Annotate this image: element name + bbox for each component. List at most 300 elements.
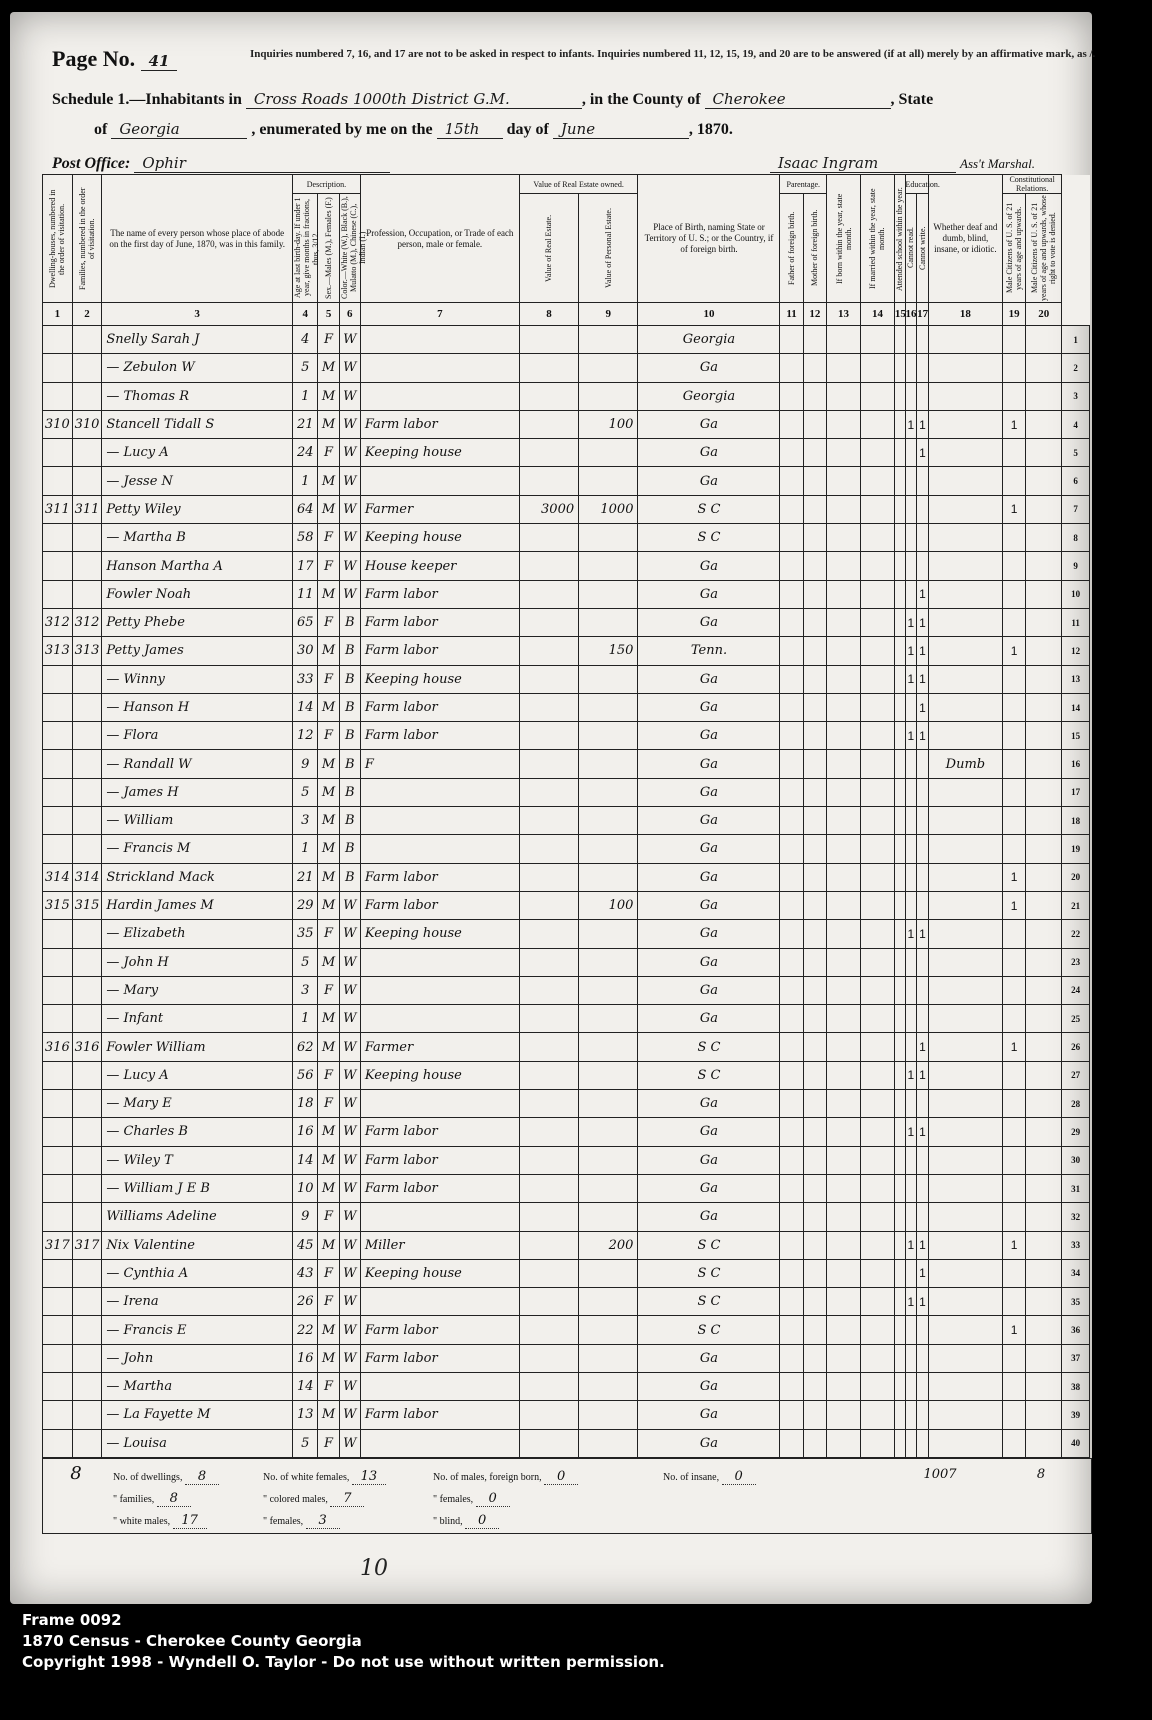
- line-number: 5: [1062, 439, 1090, 467]
- birthplace: Ga: [638, 1146, 780, 1174]
- age: 45: [293, 1231, 318, 1259]
- birthplace: S C: [638, 1061, 780, 1089]
- vote-denied: [1026, 467, 1062, 495]
- father-foreign: [780, 948, 803, 976]
- personal-estate-value: [579, 608, 638, 636]
- married-month: [861, 722, 895, 750]
- married-month: [861, 891, 895, 919]
- birthplace: Ga: [638, 693, 780, 721]
- birthplace: Tenn.: [638, 637, 780, 665]
- birthplace: Ga: [638, 1118, 780, 1146]
- family-number: [72, 524, 102, 552]
- column-number: 13: [827, 303, 861, 326]
- birthplace: Ga: [638, 1401, 780, 1429]
- cannot-write: 1: [917, 722, 929, 750]
- family-number: 317: [72, 1231, 102, 1259]
- cannot-write: 1: [917, 1259, 929, 1287]
- married-month: [861, 1288, 895, 1316]
- born-month: [827, 1429, 861, 1457]
- color: W: [339, 354, 360, 382]
- table-row: [43, 1316, 1090, 1344]
- table-row: [43, 1005, 1090, 1033]
- personal-estate-value: [579, 1344, 638, 1372]
- born-month: [827, 1033, 861, 1061]
- attended-school: [894, 467, 905, 495]
- total-families: " families, 8: [113, 1491, 191, 1507]
- birthplace: Ga: [638, 722, 780, 750]
- male-citizen: [1002, 778, 1025, 806]
- color: B: [339, 835, 360, 863]
- birthplace: Ga: [638, 1344, 780, 1372]
- col18-header: Whether deaf and dumb, blind, insane, or idiotic.: [928, 175, 1002, 303]
- table-row: [43, 326, 1090, 354]
- vote-denied: [1026, 1401, 1062, 1429]
- table-row: [43, 1203, 1090, 1231]
- family-number: [72, 552, 102, 580]
- personal-estate-value: [579, 1259, 638, 1287]
- table-row: [43, 467, 1090, 495]
- real-estate-value: [519, 1231, 578, 1259]
- mother-foreign: [803, 1146, 826, 1174]
- line-number: 9: [1062, 552, 1090, 580]
- col3-header: The name of every person whose place of abode on the first day of June, 1870, was in this family.: [102, 175, 293, 303]
- mother-foreign: [803, 1005, 826, 1033]
- col8-header: Value of Real Estate.: [519, 194, 578, 303]
- personal-estate-value: [579, 835, 638, 863]
- occupation: Farm labor: [360, 1344, 519, 1372]
- vote-denied: [1026, 750, 1062, 778]
- attended-school: [894, 1259, 905, 1287]
- birthplace: Georgia: [638, 326, 780, 354]
- person-name: Fowler Noah: [102, 580, 293, 608]
- personal-estate-value: [579, 1288, 638, 1316]
- male-citizen: [1002, 1401, 1025, 1429]
- married-month: [861, 1033, 895, 1061]
- born-month: [827, 1344, 861, 1372]
- family-number: [72, 665, 102, 693]
- occupation: Farm labor: [360, 410, 519, 438]
- personal-estate-value: [579, 920, 638, 948]
- line-number: 19: [1062, 835, 1090, 863]
- male-citizen: [1002, 439, 1025, 467]
- family-number: [72, 976, 102, 1004]
- dwelling-number: [43, 1429, 73, 1457]
- line-number: 17: [1062, 778, 1090, 806]
- married-month: [861, 835, 895, 863]
- sex: M: [318, 1401, 339, 1429]
- male-citizen: 1: [1002, 495, 1025, 523]
- vote-denied: [1026, 665, 1062, 693]
- family-number: [72, 1005, 102, 1033]
- county-value: Cherokee: [705, 90, 891, 109]
- col2-header: Families, numbered in the order of visitation.: [72, 175, 102, 303]
- dwelling-number: [43, 524, 73, 552]
- male-citizen: [1002, 835, 1025, 863]
- line-number: 40: [1062, 1429, 1090, 1457]
- male-citizen: 1: [1002, 863, 1025, 891]
- family-number: [72, 439, 102, 467]
- family-number: 310: [72, 410, 102, 438]
- month-value: June: [553, 120, 689, 139]
- total-col19: 8: [1036, 1467, 1046, 1482]
- line-number: 26: [1062, 1033, 1090, 1061]
- person-name: — Wiley T: [102, 1146, 293, 1174]
- disability: [928, 467, 1002, 495]
- vote-denied: [1026, 637, 1062, 665]
- table-row: [43, 750, 1090, 778]
- color: W: [339, 1429, 360, 1457]
- dwelling-number: [43, 920, 73, 948]
- birthplace: Ga: [638, 835, 780, 863]
- table-row: [43, 891, 1090, 919]
- family-number: 311: [72, 495, 102, 523]
- person-name: — Hanson H: [102, 693, 293, 721]
- color: W: [339, 552, 360, 580]
- age: 62: [293, 1033, 318, 1061]
- father-foreign: [780, 1316, 803, 1344]
- margin-col: [1062, 175, 1090, 303]
- cannot-read: [905, 524, 917, 552]
- color: B: [339, 665, 360, 693]
- mother-foreign: [803, 637, 826, 665]
- state-value: Georgia: [111, 120, 247, 139]
- person-name: Petty James: [102, 637, 293, 665]
- disability: [928, 580, 1002, 608]
- sex: F: [318, 976, 339, 1004]
- born-month: [827, 863, 861, 891]
- personal-estate-value: [579, 1174, 638, 1202]
- real-estate-value: [519, 1372, 578, 1400]
- age: 17: [293, 552, 318, 580]
- married-month: [861, 495, 895, 523]
- birthplace: S C: [638, 1231, 780, 1259]
- male-citizen: 1: [1002, 410, 1025, 438]
- attended-school: [894, 778, 905, 806]
- total-foreign-females: " females, 0: [433, 1491, 510, 1507]
- vote-denied: [1026, 608, 1062, 636]
- father-foreign: [780, 1203, 803, 1231]
- disability: [928, 1372, 1002, 1400]
- cannot-read: 1: [905, 637, 917, 665]
- father-foreign: [780, 1231, 803, 1259]
- occupation: [360, 948, 519, 976]
- age: 22: [293, 1316, 318, 1344]
- column-number: 2: [72, 303, 102, 326]
- cannot-read: 1: [905, 920, 917, 948]
- color: W: [339, 1259, 360, 1287]
- birthplace: Georgia: [638, 382, 780, 410]
- attended-school: [894, 863, 905, 891]
- disability: [928, 1118, 1002, 1146]
- real-estate-value: [519, 863, 578, 891]
- disability: [928, 1146, 1002, 1174]
- male-citizen: [1002, 354, 1025, 382]
- cannot-write: [917, 1344, 929, 1372]
- age: 16: [293, 1344, 318, 1372]
- person-name: Petty Phebe: [102, 608, 293, 636]
- dwelling-number: 316: [43, 1033, 73, 1061]
- col10-header: Place of Birth, naming State or Territory of U. S.; or the Country, if of foreign birth.: [638, 175, 780, 303]
- vote-denied: [1026, 778, 1062, 806]
- occupation: [360, 1203, 519, 1231]
- cannot-write: [917, 1316, 929, 1344]
- attended-school: [894, 807, 905, 835]
- born-month: [827, 410, 861, 438]
- real-estate-value: [519, 1203, 578, 1231]
- occupation: Keeping house: [360, 524, 519, 552]
- father-foreign: [780, 778, 803, 806]
- disability: [928, 1344, 1002, 1372]
- occupation: Farm labor: [360, 693, 519, 721]
- real-estate-value: [519, 608, 578, 636]
- real-estate-value: [519, 920, 578, 948]
- real-estate-value: [519, 354, 578, 382]
- cannot-write: [917, 1090, 929, 1118]
- attended-school: [894, 891, 905, 919]
- cannot-read: [905, 1146, 917, 1174]
- sex: M: [318, 750, 339, 778]
- married-month: [861, 1203, 895, 1231]
- father-foreign: [780, 608, 803, 636]
- occupation: Keeping house: [360, 439, 519, 467]
- attended-school: [894, 580, 905, 608]
- married-month: [861, 1174, 895, 1202]
- family-number: [72, 1316, 102, 1344]
- cannot-write: 1: [917, 410, 929, 438]
- born-month: [827, 552, 861, 580]
- dwelling-number: 314: [43, 863, 73, 891]
- attended-school: [894, 524, 905, 552]
- real-estate-value: [519, 835, 578, 863]
- real-estate-value: [519, 1401, 578, 1429]
- mother-foreign: [803, 524, 826, 552]
- birthplace: Ga: [638, 1174, 780, 1202]
- person-name: — Winny: [102, 665, 293, 693]
- mother-foreign: [803, 976, 826, 1004]
- occupation: [360, 835, 519, 863]
- cannot-write: [917, 1372, 929, 1400]
- totals-section: [42, 1458, 1092, 1534]
- cannot-write: [917, 807, 929, 835]
- parentage-header: Parentage.: [780, 175, 827, 194]
- caption-title: 1870 Census - Cherokee County Georgia: [22, 1632, 362, 1650]
- cannot-write: [917, 467, 929, 495]
- column-number: 19: [1002, 303, 1025, 326]
- line-number: 1: [1062, 326, 1090, 354]
- cannot-read: 1: [905, 1288, 917, 1316]
- sex: F: [318, 1061, 339, 1089]
- real-estate-value: [519, 1344, 578, 1372]
- sex: F: [318, 439, 339, 467]
- line-number: 34: [1062, 1259, 1090, 1287]
- personal-estate-value: [579, 722, 638, 750]
- value-header: Value of Real Estate owned.: [519, 175, 638, 194]
- occupation: F: [360, 750, 519, 778]
- color: W: [339, 976, 360, 1004]
- sex: M: [318, 354, 339, 382]
- birthplace: Ga: [638, 1005, 780, 1033]
- real-estate-value: [519, 1118, 578, 1146]
- cannot-write: [917, 552, 929, 580]
- family-number: [72, 1203, 102, 1231]
- born-month: [827, 1090, 861, 1118]
- cannot-read: [905, 1033, 917, 1061]
- age: 64: [293, 495, 318, 523]
- dwelling-number: [43, 1090, 73, 1118]
- attended-school: [894, 750, 905, 778]
- birthplace: Ga: [638, 552, 780, 580]
- attended-school: [894, 948, 905, 976]
- personal-estate-value: [579, 382, 638, 410]
- personal-estate-value: [579, 1203, 638, 1231]
- attended-school: [894, 976, 905, 1004]
- vote-denied: [1026, 552, 1062, 580]
- father-foreign: [780, 1288, 803, 1316]
- age: 26: [293, 1288, 318, 1316]
- age: 5: [293, 1429, 318, 1457]
- line-number: 6: [1062, 467, 1090, 495]
- color: W: [339, 1090, 360, 1118]
- cannot-read: 1: [905, 1061, 917, 1089]
- family-number: [72, 1061, 102, 1089]
- disability: [928, 693, 1002, 721]
- sex: M: [318, 693, 339, 721]
- person-name: Hardin James M: [102, 891, 293, 919]
- father-foreign: [780, 722, 803, 750]
- disability: [928, 1259, 1002, 1287]
- father-foreign: [780, 750, 803, 778]
- married-month: [861, 439, 895, 467]
- birthplace: Ga: [638, 863, 780, 891]
- dwelling-number: 315: [43, 891, 73, 919]
- family-number: 316: [72, 1033, 102, 1061]
- col11-header: Father of foreign birth.: [780, 194, 803, 303]
- father-foreign: [780, 382, 803, 410]
- sex: M: [318, 1146, 339, 1174]
- married-month: [861, 608, 895, 636]
- person-name: Hanson Martha A: [102, 552, 293, 580]
- column-number: 17: [917, 303, 929, 326]
- real-estate-value: [519, 1429, 578, 1457]
- age: 12: [293, 722, 318, 750]
- real-estate-value: [519, 665, 578, 693]
- real-estate-value: [519, 891, 578, 919]
- line-number: 2: [1062, 354, 1090, 382]
- cannot-read: 1: [905, 722, 917, 750]
- married-month: [861, 693, 895, 721]
- column-number: 20: [1026, 303, 1062, 326]
- sex: F: [318, 920, 339, 948]
- disability: [928, 1429, 1002, 1457]
- birthplace: Ga: [638, 920, 780, 948]
- mother-foreign: [803, 665, 826, 693]
- person-name: — William: [102, 807, 293, 835]
- caption-copyright: Copyright 1998 - Wyndell O. Taylor - Do not use without written permission.: [22, 1653, 665, 1671]
- vote-denied: [1026, 326, 1062, 354]
- family-number: [72, 807, 102, 835]
- color: W: [339, 1146, 360, 1174]
- father-foreign: [780, 467, 803, 495]
- attended-school: [894, 439, 905, 467]
- vote-denied: [1026, 354, 1062, 382]
- birthplace: Ga: [638, 750, 780, 778]
- cannot-write: [917, 1146, 929, 1174]
- color: B: [339, 722, 360, 750]
- mother-foreign: [803, 1203, 826, 1231]
- born-month: [827, 608, 861, 636]
- vote-denied: [1026, 1146, 1062, 1174]
- sex: M: [318, 495, 339, 523]
- mother-foreign: [803, 1033, 826, 1061]
- col1-header: Dwelling-houses, numbered in the order of visitation.: [43, 175, 73, 303]
- real-estate-value: [519, 382, 578, 410]
- age: 29: [293, 891, 318, 919]
- mother-foreign: [803, 948, 826, 976]
- vote-denied: [1026, 410, 1062, 438]
- person-name: — Martha: [102, 1372, 293, 1400]
- total-colored-females: " females, 3: [263, 1513, 340, 1529]
- birthplace: S C: [638, 495, 780, 523]
- occupation: Farm labor: [360, 891, 519, 919]
- age: 3: [293, 976, 318, 1004]
- occupation: Farm labor: [360, 1174, 519, 1202]
- personal-estate-value: [579, 1401, 638, 1429]
- line-number: 39: [1062, 1401, 1090, 1429]
- disability: [928, 665, 1002, 693]
- mother-foreign: [803, 722, 826, 750]
- post-office-line: Post Office: Ophir: [52, 154, 390, 173]
- cannot-write: 1: [917, 1061, 929, 1089]
- sex: M: [318, 807, 339, 835]
- column-number: 18: [928, 303, 1002, 326]
- table-row: [43, 608, 1090, 636]
- personal-estate-value: [579, 1118, 638, 1146]
- attended-school: [894, 382, 905, 410]
- married-month: [861, 1259, 895, 1287]
- personal-estate-value: [579, 1061, 638, 1089]
- family-number: [72, 920, 102, 948]
- line-number: 8: [1062, 524, 1090, 552]
- table-row: [43, 1288, 1090, 1316]
- line-number: 20: [1062, 863, 1090, 891]
- col19-header: Male Citizens of U. S. of 21 years of age and upwards.: [1002, 194, 1025, 303]
- mother-foreign: [803, 580, 826, 608]
- person-name: Stancell Tidall S: [102, 410, 293, 438]
- sex: F: [318, 722, 339, 750]
- married-month: [861, 1090, 895, 1118]
- father-foreign: [780, 693, 803, 721]
- born-month: [827, 1288, 861, 1316]
- person-name: — Infant: [102, 1005, 293, 1033]
- mother-foreign: [803, 608, 826, 636]
- family-number: [72, 1090, 102, 1118]
- sex: M: [318, 1316, 339, 1344]
- color: W: [339, 891, 360, 919]
- married-month: [861, 1429, 895, 1457]
- line-number: 13: [1062, 665, 1090, 693]
- male-citizen: [1002, 1259, 1025, 1287]
- page-number: 41: [141, 52, 178, 71]
- married-month: [861, 326, 895, 354]
- father-foreign: [780, 552, 803, 580]
- occupation: Farm labor: [360, 637, 519, 665]
- mother-foreign: [803, 1288, 826, 1316]
- cannot-write: [917, 326, 929, 354]
- family-number: [72, 835, 102, 863]
- line-number: 24: [1062, 976, 1090, 1004]
- attended-school: [894, 410, 905, 438]
- married-month: [861, 1401, 895, 1429]
